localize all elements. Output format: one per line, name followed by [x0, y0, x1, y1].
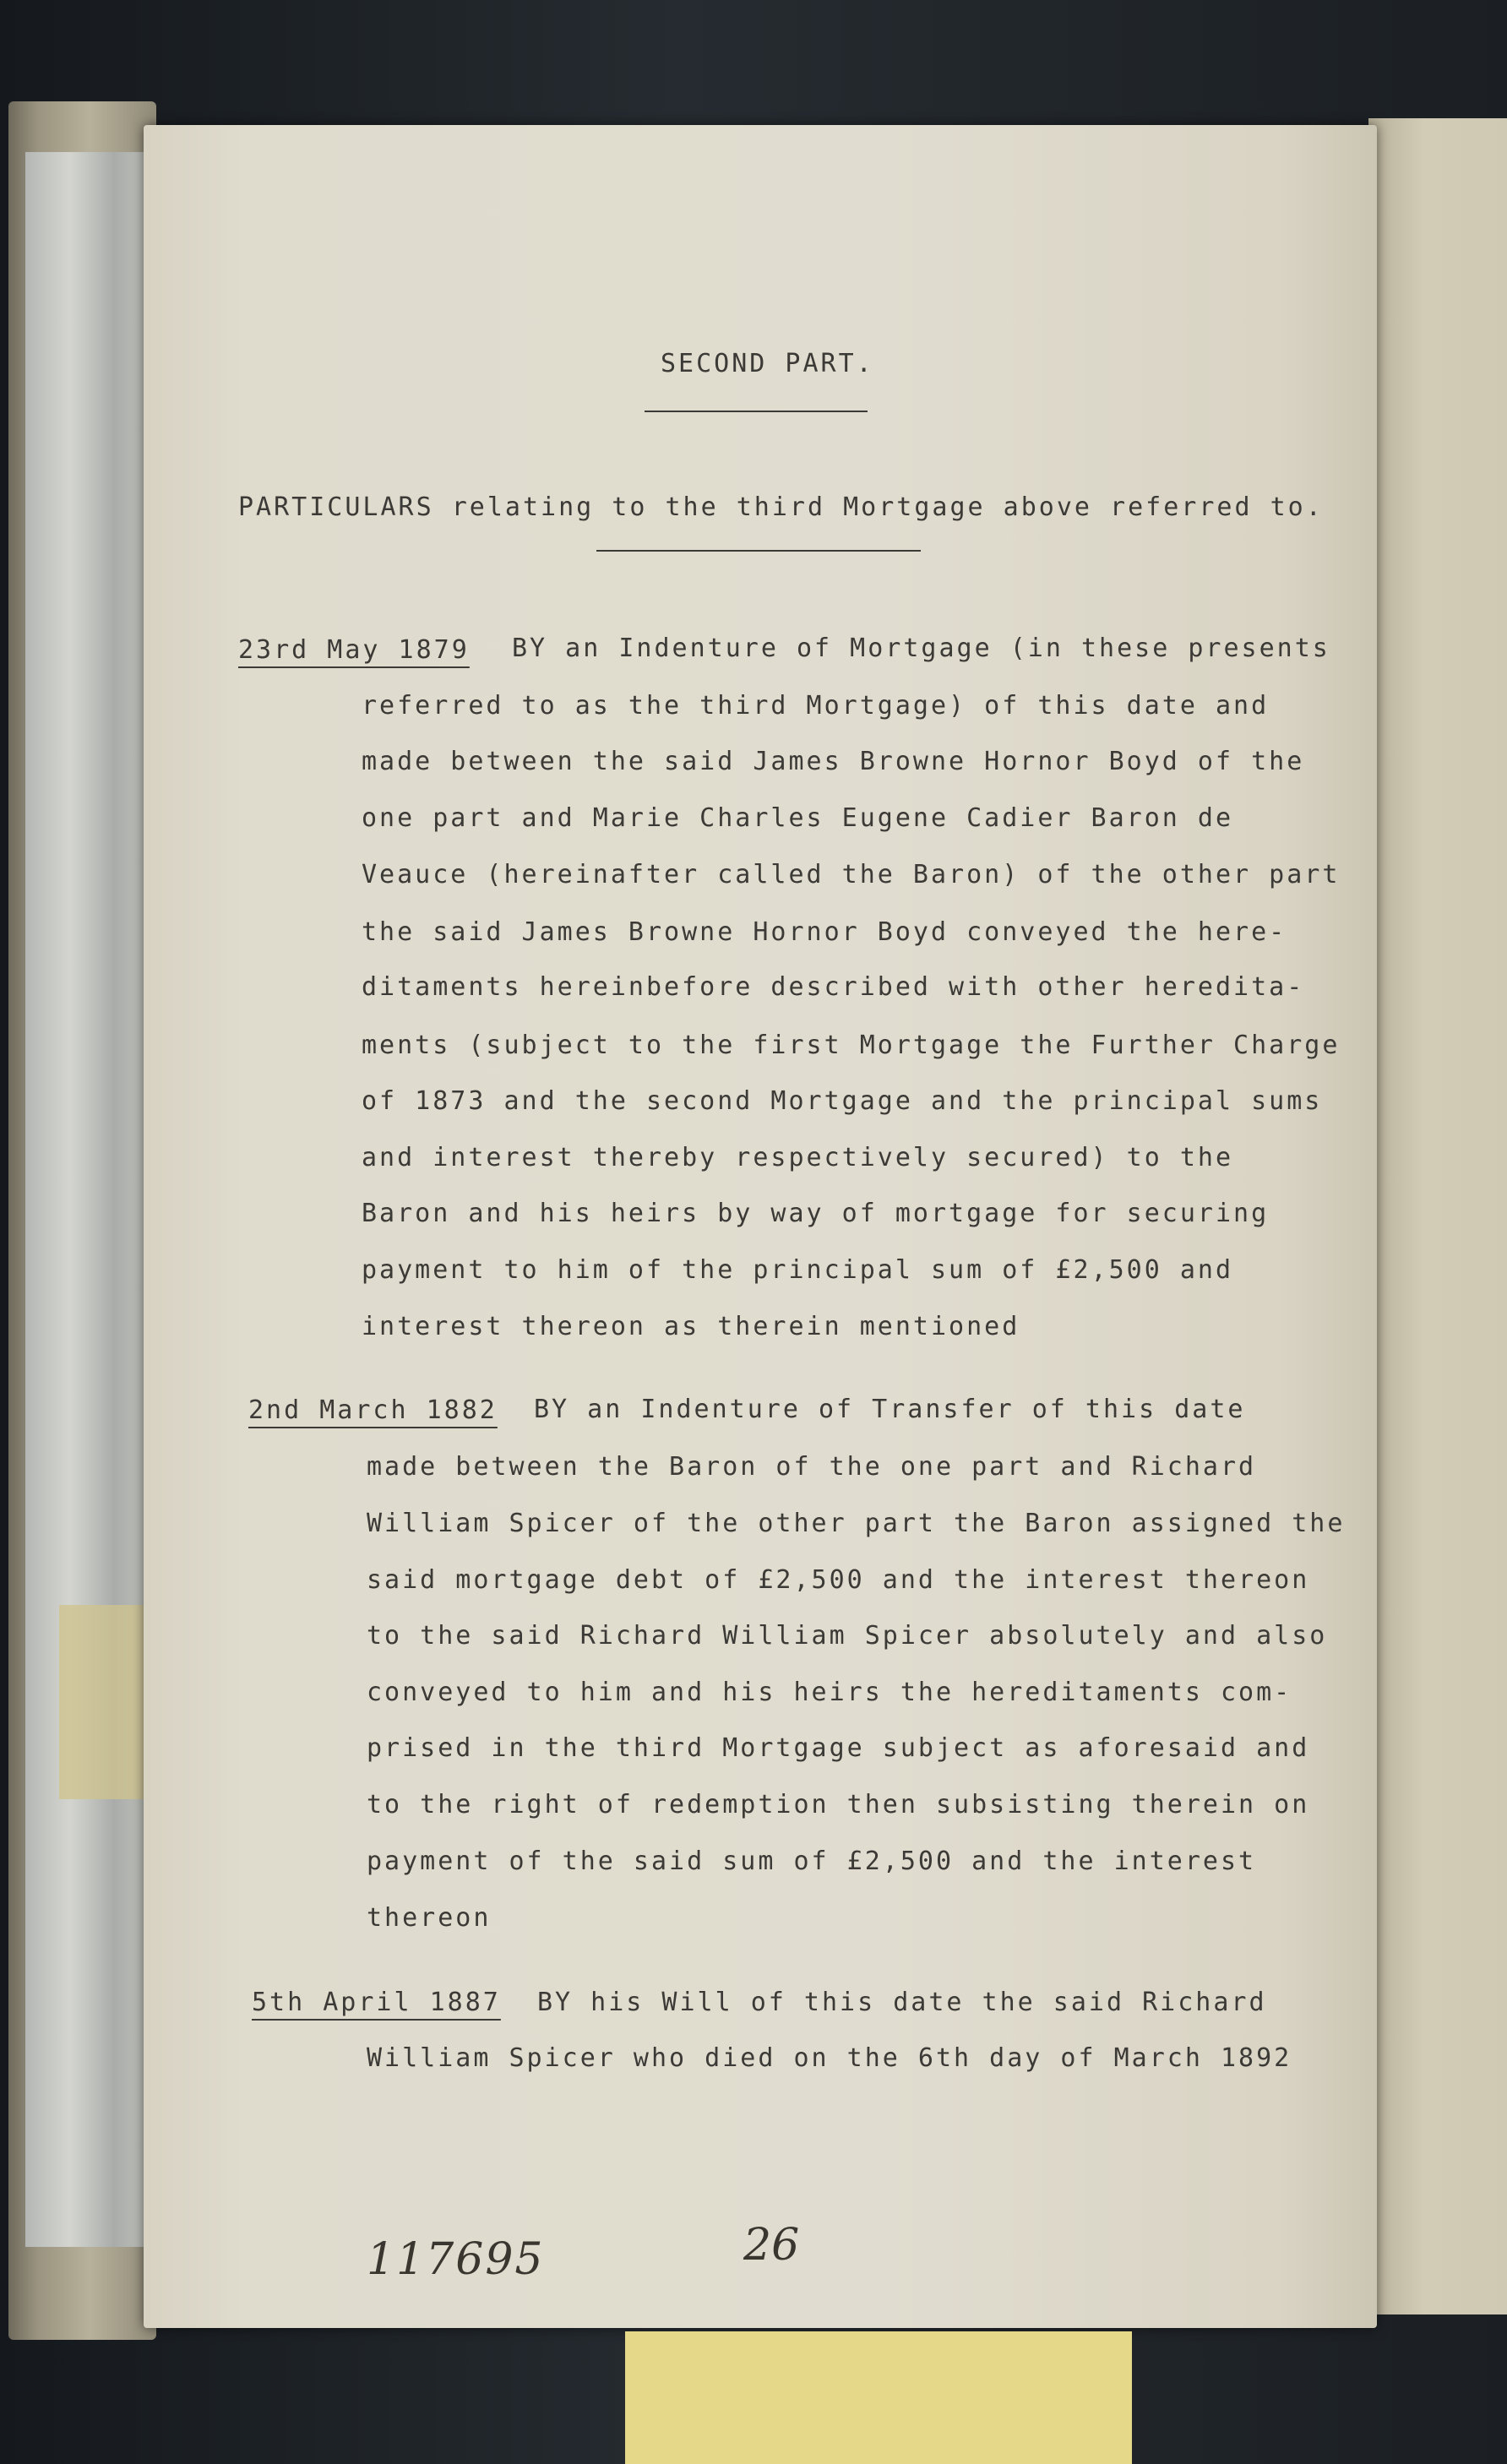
entry-line: conveyed to him and his heirs the hereditaments com- — [367, 1678, 1292, 1707]
entry-date: 2nd March 1882 — [248, 1395, 498, 1425]
entry-line: thereon — [367, 1903, 492, 1933]
entry-line: the said James Browne Hornor Boyd conveyed the here- — [362, 917, 1287, 947]
entry-line: made between the Baron of the one part and Richard — [367, 1452, 1257, 1482]
entry-line: William Spicer of the other part the Baron assigned the — [367, 1509, 1346, 1538]
entry-line: payment to him of the principal sum of £2,500 and — [362, 1255, 1234, 1285]
facing-page-right — [1368, 118, 1507, 2314]
particulars-heading: PARTICULARS relating to the third Mortgage above referred to. — [238, 492, 1324, 522]
entry-line: BY an Indenture of Mortgage (in these presents — [512, 634, 1330, 663]
entry-line: BY his Will of this date the said Richard — [537, 1988, 1267, 2017]
handwritten-folio-number: 117695 — [367, 2234, 545, 2285]
entry-line: Veauce (hereinafter called the Baron) of the other part — [362, 860, 1341, 889]
entry-line: made between the said James Browne Hornor Boyd of the — [362, 747, 1305, 776]
yellowed-tape — [59, 1605, 152, 1799]
entry-line: prised in the third Mortgage subject as aforesaid and — [367, 1733, 1310, 1763]
handwritten-page-number: 26 — [743, 2220, 800, 2271]
entry-line: and interest thereby respectively secured) to the — [362, 1143, 1234, 1172]
repair-tape — [25, 152, 152, 2247]
entry-line: said mortgage debt of £2,500 and the interest thereon — [367, 1565, 1310, 1595]
entry-line: William Spicer who died on the 6th day of March 1892 — [367, 2043, 1292, 2073]
entry-line: Baron and his heirs by way of mortgage for securing — [362, 1199, 1270, 1228]
entry-line: interest thereon as therein mentioned — [362, 1312, 1020, 1341]
section-heading: SECOND PART. — [661, 349, 874, 378]
entry-line: ditaments hereinbefore described with other heredita- — [362, 972, 1305, 1002]
entry-line: ments (subject to the first Mortgage the Further Charge — [362, 1031, 1341, 1060]
entry-date: 23rd May 1879 — [238, 635, 470, 665]
entry-line: payment of the said sum of £2,500 and the interest — [367, 1847, 1257, 1876]
entry-line: to the said Richard William Spicer absolutely and also — [367, 1621, 1328, 1651]
entry-line: referred to as the third Mortgage) of this date and — [362, 691, 1270, 721]
particulars-rule — [596, 550, 921, 552]
entry-line: BY an Indenture of Transfer of this date — [534, 1395, 1246, 1424]
entry-line: of 1873 and the second Mortgage and the principal sums — [362, 1086, 1323, 1116]
entry-line: to the right of redemption then subsisting therein on — [367, 1790, 1310, 1819]
heading-rule — [645, 411, 868, 412]
sticky-note — [625, 2331, 1132, 2464]
entry-line: one part and Marie Charles Eugene Cadier Baron de — [362, 803, 1234, 833]
entry-date: 5th April 1887 — [252, 1988, 501, 2017]
